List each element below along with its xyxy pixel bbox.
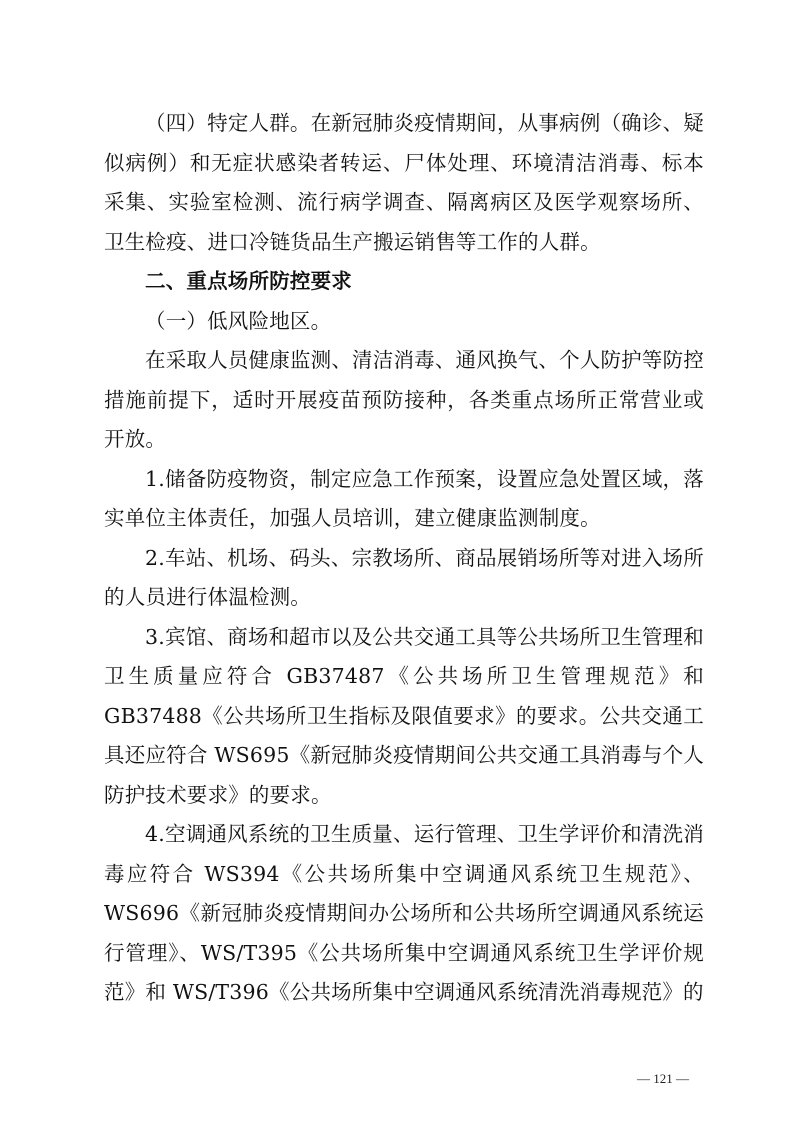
paragraph-item-2: 2.车站、机场、码头、宗教场所、商品展销场所等对进入场所的人员进行体温检测。 [104, 545, 704, 609]
body-text [104, 104, 704, 1013]
paragraph-item-4: 4.空调通风系统的卫生质量、运行管理、卫生学评价和清洗消毒应符合 WS394《公共场所集中空调通风系统卫生规范》、WS696《新冠肺炎疫情期间办公场所和公共场所空调通风系统运行管理》、WS/T395《公共场所集中空调通风系统卫生学评价规范》和 WS/T396《公共场所集中空调通风系统清洗消毒规范》的 [104, 822, 704, 1004]
subheading-low-risk-areas: （一）低风险地区。 [145, 308, 332, 333]
paragraph-item-3: 3.宾馆、商场和超市以及公共交通工具等公共场所卫生管理和卫生质量应符合 GB37487《公共场所卫生管理规范》和GB37488《公共场所卫生指标及限值要求》的要求。公共交通工具还应符合 WS695《新冠肺炎疫情期间公共交通工具消毒与个人防护技术要求》的要求。 [104, 624, 704, 807]
section-heading-key-places: 二、重点场所防控要求 [145, 269, 352, 293]
page-number: — 121 — [637, 1071, 689, 1086]
paragraph-item-1: 1.储备防疫物资，制定应急工作预案，设置应急处置区域，落实单位主体责任，加强人员培训，建立健康监测制度。 [104, 466, 704, 530]
paragraph-special-groups: （四）特定人群。在新冠肺炎疫情期间，从事病例（确诊、疑似病例）和无症状感染者转运、尸体处理、环境清洁消毒、标本采集、实验室检测、流行病学调查、隔离病区及医学观察场所、卫生检疫、进口冷链货品生产搬运销售等工作的人群。 [104, 111, 704, 254]
paragraph-low-risk-measures: 在采取人员健康监测、清洁消毒、通风换气、个人防护等防控措施前提下，适时开展疫苗预防接种，各类重点场所正常营业或开放。 [104, 348, 704, 451]
